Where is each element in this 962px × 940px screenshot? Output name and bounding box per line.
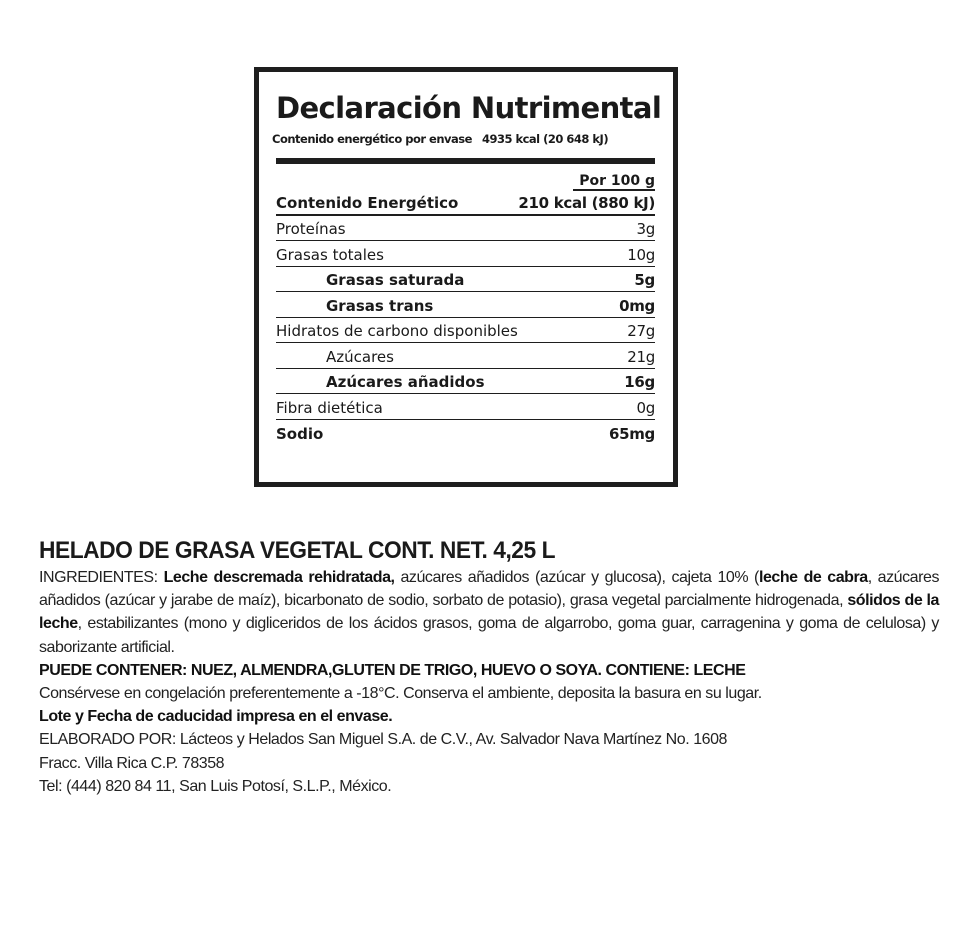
nutrient-label: Contenido Energético <box>276 193 459 212</box>
ingredient-text-3: , estabilizantes (mono y digliceridos de los ácidos grasos, goma de algarrobo, goma guar, carragenina y goma de celulosa) y saborizante artificial. <box>39 615 939 656</box>
energy-per-package <box>272 132 655 146</box>
product-description <box>39 536 939 798</box>
nutrient-row-added-sugars <box>276 369 655 395</box>
nutrient-label: Proteínas <box>276 220 346 238</box>
nutrient-label: Azúcares <box>326 347 394 366</box>
nutrient-row-trans-fat <box>276 292 655 318</box>
manufacturer-line-1: ELABORADO POR: Lácteos y Helados San Miguel S.A. de C.V., Av. Salvador Nava Martínez No. 1608 <box>39 731 727 749</box>
energy-per-package-value: 4935 kcal (20 648 kJ) <box>481 132 609 146</box>
nutrient-value: 0mg <box>619 296 655 315</box>
ingredient-bold-2: leche de cabra <box>758 569 868 586</box>
lot-expiry-note: Lote y Fecha de caducidad impresa en el envase. <box>39 708 393 726</box>
nutrient-row-total-fat <box>276 241 655 267</box>
nutrient-value: 0g <box>636 398 655 417</box>
nutrient-value: 65mg <box>608 425 655 443</box>
ingredients-prefix: INGREDIENTES: <box>39 569 164 586</box>
nutrient-label: Grasas trans <box>326 296 434 315</box>
nutrient-label: Azúcares añadidos <box>326 373 485 391</box>
nutrient-value: 27g <box>627 322 655 340</box>
ingredient-text-1: azúcares añadidos (azúcar y glucosa), cajeta 10% ( <box>394 569 759 586</box>
nutrient-label: Grasas saturada <box>326 271 465 289</box>
ingredients-paragraph <box>39 566 939 659</box>
manufacturer-phone: Tel: (444) 820 84 11, San Luis Potosí, S.L.P., México. <box>39 777 392 795</box>
allergen-warning: PUEDE CONTENER: NUEZ, ALMENDRA,GLUTEN DE TRIGO, HUEVO O SOYA. CONTIENE: LECHE <box>39 661 746 679</box>
nutrient-row-sugars <box>276 343 655 369</box>
nutrient-row-fiber <box>276 394 655 420</box>
nutrient-label: Sodio <box>276 425 324 443</box>
nutrient-value: 21g <box>627 347 655 366</box>
nutrient-value: 5g <box>634 271 655 289</box>
nutrition-facts-panel <box>254 67 678 487</box>
energy-per-package-label: Contenido energético por envase <box>272 132 472 146</box>
nutrient-row-energy <box>276 190 655 216</box>
nutrient-label: Grasas totales <box>276 245 384 264</box>
nutrient-label: Hidratos de carbono disponibles <box>276 322 518 340</box>
nutrient-value: 210 kcal (880 kJ) <box>518 193 655 212</box>
nutrient-value: 16g <box>624 373 655 391</box>
nutrient-row-carbohydrates <box>276 318 655 344</box>
nutrient-label: Fibra dietética <box>276 398 383 417</box>
manufacturer-line-2: Fracc. Villa Rica C.P. 78358 <box>39 754 225 772</box>
nutrient-row-saturated-fat <box>276 267 655 293</box>
thick-divider <box>276 158 655 164</box>
nutrient-row-protein <box>276 216 655 242</box>
ingredient-bold-3: sólidos de la leche <box>39 592 939 633</box>
nutrient-value: 3g <box>636 220 655 238</box>
panel-title: Declaración Nutrimental <box>276 91 662 125</box>
nutrient-value: 10g <box>627 245 655 264</box>
nutrient-row-sodium <box>276 420 655 446</box>
storage-instructions: Consérvese en congelación preferentemente a -18°C. Conserva el ambiente, deposita la basura en su lugar. <box>39 685 762 703</box>
ingredient-text-2: , azúcares añadidos (azúcar y jarabe de maíz), bicarbonato de sodio, sorbato de potasio), grasa vegetal parcialmente hidrogenada, <box>39 569 939 610</box>
product-title: HELADO DE GRASA VEGETAL CONT. NET. 4,25 L <box>39 537 556 564</box>
per-100g-header <box>276 173 655 190</box>
ingredient-bold-1: Leche descremada rehidratada, <box>163 569 395 586</box>
per-100g-label: Por 100 g <box>573 173 655 191</box>
